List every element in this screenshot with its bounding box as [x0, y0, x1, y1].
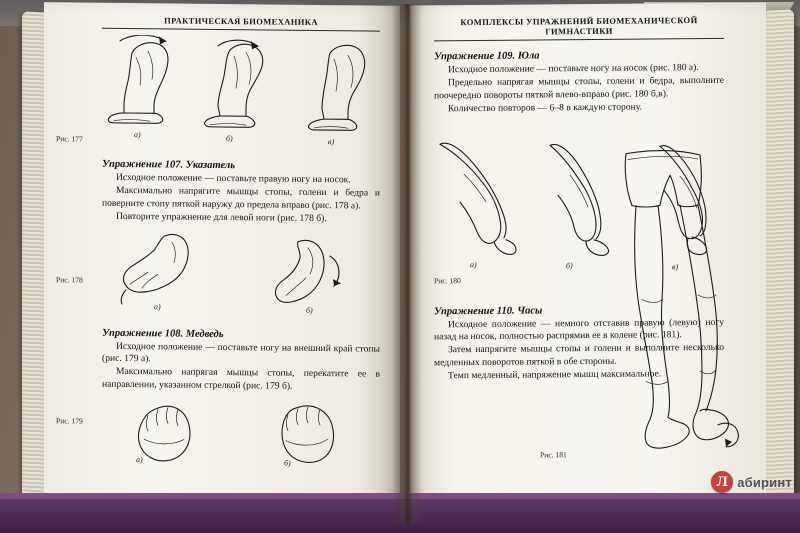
- exercise-109-para-3: Количество повторов — 6–8 в каждую сторону.: [448, 101, 642, 115]
- figure-178-caption: Рис. 178: [56, 274, 83, 285]
- exercise-107-para-2: Максимально напрягите мышцы стопы, голени и бедра и поверните стопу пяткой наружу до предела вправо (рис. 178 а).: [102, 185, 380, 212]
- right-header-rule: [434, 38, 724, 42]
- figure-178: [56, 229, 380, 324]
- figure-177: [56, 35, 380, 156]
- figure-177-drawing: [102, 35, 392, 138]
- exercise-109-para-1: Исходное положение — поставьте ногу на носок (рис. 180 а).: [448, 62, 699, 76]
- left-running-head: ПРАКТИЧЕСКАЯ БИОМЕХАНИКА: [164, 15, 318, 28]
- figure-177-caption: Рис. 177: [56, 134, 83, 144]
- figure-179-label-a: а): [136, 455, 143, 465]
- exercise-107-title: Упражнение 107. Указатель: [102, 158, 236, 172]
- exercise-110-para-2: Затем напрягите мышцы стопы и голени и выполните несколько медленных поворотов пяткой в обе стороны.: [434, 342, 724, 369]
- left-header-rule: [102, 28, 380, 32]
- exercise-107-para-3: Повторите упражнение для левой ноги (рис. 178 б).: [116, 211, 327, 225]
- exercise-110-para-3: Темп медленный, напряжение мышц максимальное.: [448, 368, 662, 382]
- watermark-badge-icon: Л: [711, 471, 733, 493]
- left-page: [44, 2, 400, 526]
- right-page: [410, 2, 766, 525]
- labirint-watermark: [711, 471, 792, 493]
- exercise-108-para-2: Максимально напрягая мышцы стопы, перекатите ее в направлении, указанном стрелкой (рис. 179 б).: [102, 366, 380, 392]
- open-book: [44, 4, 768, 524]
- figure-180-label-a: а): [470, 259, 477, 269]
- figure-179-caption: Рис. 179: [56, 416, 83, 426]
- figure-180-caption: Рис. 180: [434, 275, 461, 285]
- figure-177-label-b: б): [226, 134, 233, 144]
- exercise-107-para-1: Исходное положение — поставьте правую ногу на носок.: [116, 171, 351, 186]
- figure-179: [56, 399, 380, 482]
- left-page-content: [56, 15, 380, 516]
- watermark-text: абиринт: [737, 474, 792, 490]
- right-running-head: КОМПЛЕКСЫ УПРАЖНЕНИЙ БИОМЕХАНИЧЕСКОЙ ГИМНАСТИКИ: [460, 15, 698, 37]
- book-right-page-edge: [766, 9, 794, 518]
- figure-180-label-b: б): [566, 260, 573, 270]
- figure-181-drawing: [592, 149, 742, 470]
- figure-178-drawing: [102, 229, 392, 316]
- figure-177-label-c: в): [328, 137, 335, 147]
- figure-179-drawing: [102, 399, 392, 474]
- exercise-108-para-1: Исходное положение — поставьте ногу на внешний край стопы (рис. 179 а).: [102, 340, 380, 365]
- figure-179-label-b: б): [284, 458, 291, 468]
- exercise-110-para-1: Исходное положение — немного отставив правую (левую) ногу назад на носок, полностью распрямив ее в колене (рис. 181).: [434, 316, 724, 343]
- background-bottom-strip: [0, 493, 800, 533]
- figure-181-caption: Рис. 181: [540, 450, 567, 460]
- exercise-110-title: Упражнение 110. Часы: [434, 305, 543, 317]
- figure-180-label-c: в): [672, 261, 679, 271]
- exercise-109-para-2: Предельно напрягая мышцы стопы, голени и бедра, выполните поочередно повороты пяткой влево-вправо (рис. 180 б,в).: [434, 75, 724, 102]
- exercise-108-title: Упражнение 108. Медведь: [102, 327, 224, 340]
- book-left-page-edge: [22, 11, 46, 516]
- figure-177-label-a: а): [134, 130, 141, 140]
- figure-178-label-a: а): [154, 301, 161, 311]
- exercise-109-title: Упражнение 109. Юла: [434, 50, 540, 63]
- figure-178-label-b: б): [306, 305, 313, 315]
